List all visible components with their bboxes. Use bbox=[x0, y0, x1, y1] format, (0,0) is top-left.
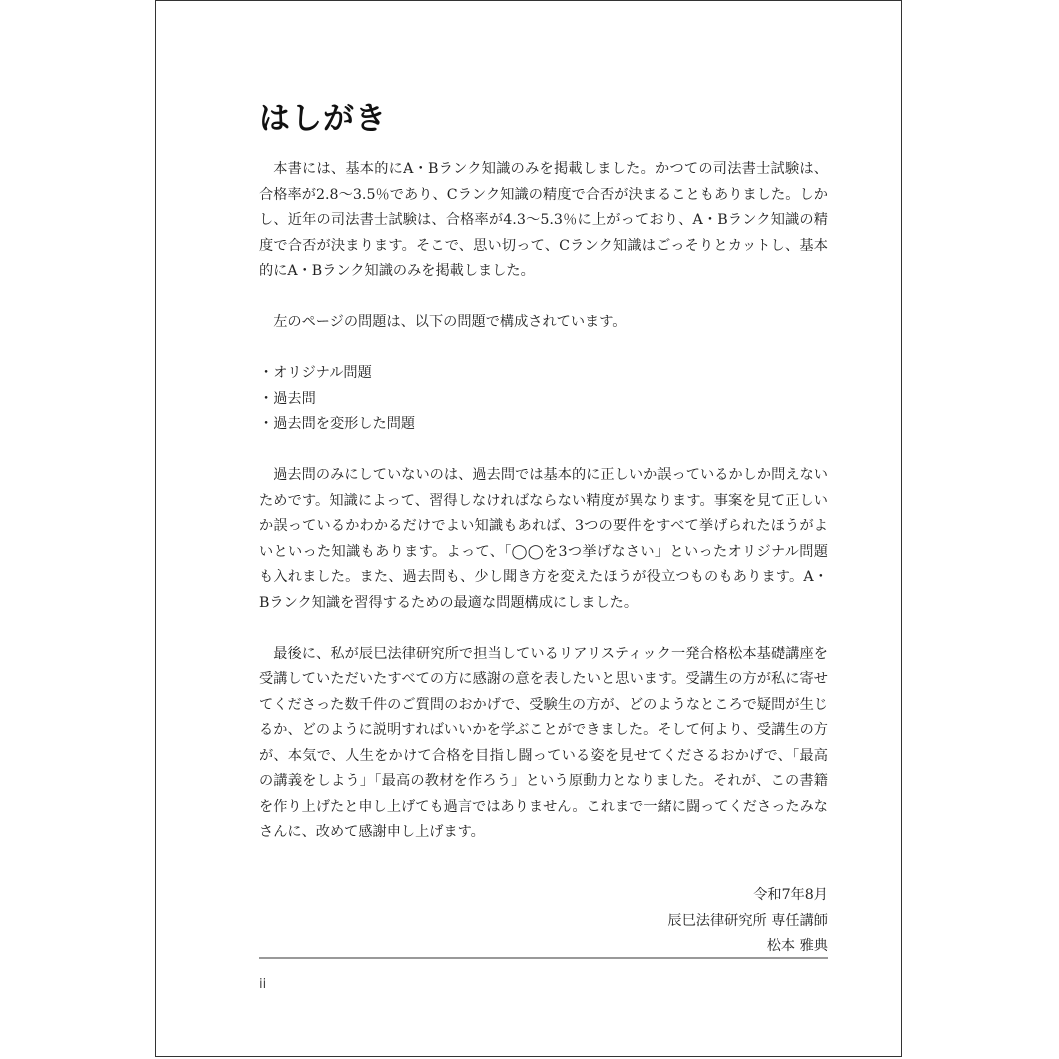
paragraph-thanks: 最後に、私が辰巳法律研究所で担当しているリアリスティック一発合格松本基礎講座を受講していただいたすべての方に感謝の意を表したいと思います。受講生の方が私に寄せてくださった数千件のご質問のおかげで、受験生の方が、どのようなところで疑問が生じるか、どのように説明すればいいかを学ぶことができました。そして何より、受講生の方が、本気で、人生をかけて合格を目指し闘っている姿を見せてくださるおかげで、「最高の講義をしよう」「最高の教材を作ろう」という原動力となりました。それが、この書籍を作り上げたと申し上げても過言ではありません。これまで一緒に闘ってくださったみなさんに、改めて感謝申し上げます。 bbox=[259, 645, 828, 840]
paragraph-intro: 本書には、基本的にA・Bランク知識のみを掲載しました。かつての司法書士試験は、合格率が2.8～3.5％であり、Cランク知識の精度で合否が決まることもありました。しかし、近年の司法書士試験は、合格率が4.3～5.3％に上がっており、A・Bランク知識の精度で合否が決まります。そこで、思い切って、Cランク知識はごっそりとカットし、基本的にA・Bランク知識のみを掲載しました。 bbox=[259, 161, 828, 279]
book-page bbox=[155, 0, 902, 1057]
page-title: はしがき bbox=[259, 101, 387, 137]
list-item: ・過去問を変形した問題 bbox=[259, 416, 416, 432]
list-item: ・オリジナル問題 bbox=[259, 365, 372, 381]
signature-block bbox=[667, 883, 828, 960]
paragraph-reason: 過去問のみにしていないのは、過去問では基本的に正しいか誤っているかしか問えないためです。知識によって、習得しなければならない精度が異なります。事案を見て正しいか誤っているかわかるだけでよい知識もあれば、3つの要件をすべて挙げられたほうがよいといった知識もあります。よって、「◯◯を3つ挙げなさい」といったオリジナル問題も入れました。また、過去問も、少し聞き方を変えたほうが役立つものもあります。A・Bランク知識を習得するための最適な問題構成にしました。 bbox=[259, 467, 828, 611]
signature-name: 松本 雅典 bbox=[766, 938, 828, 954]
signature-affiliation: 辰巳法律研究所 専任講師 bbox=[667, 912, 828, 929]
paragraph-structure: 左のページの問題は、以下の問題で構成されています。 bbox=[273, 314, 627, 330]
list-item: ・過去問 bbox=[259, 390, 316, 407]
question-type-list bbox=[259, 361, 828, 438]
page-number: ii bbox=[259, 977, 267, 992]
body-text bbox=[259, 157, 828, 846]
signature-date: 令和7年8月 bbox=[753, 887, 828, 903]
footer-rule bbox=[259, 957, 828, 959]
